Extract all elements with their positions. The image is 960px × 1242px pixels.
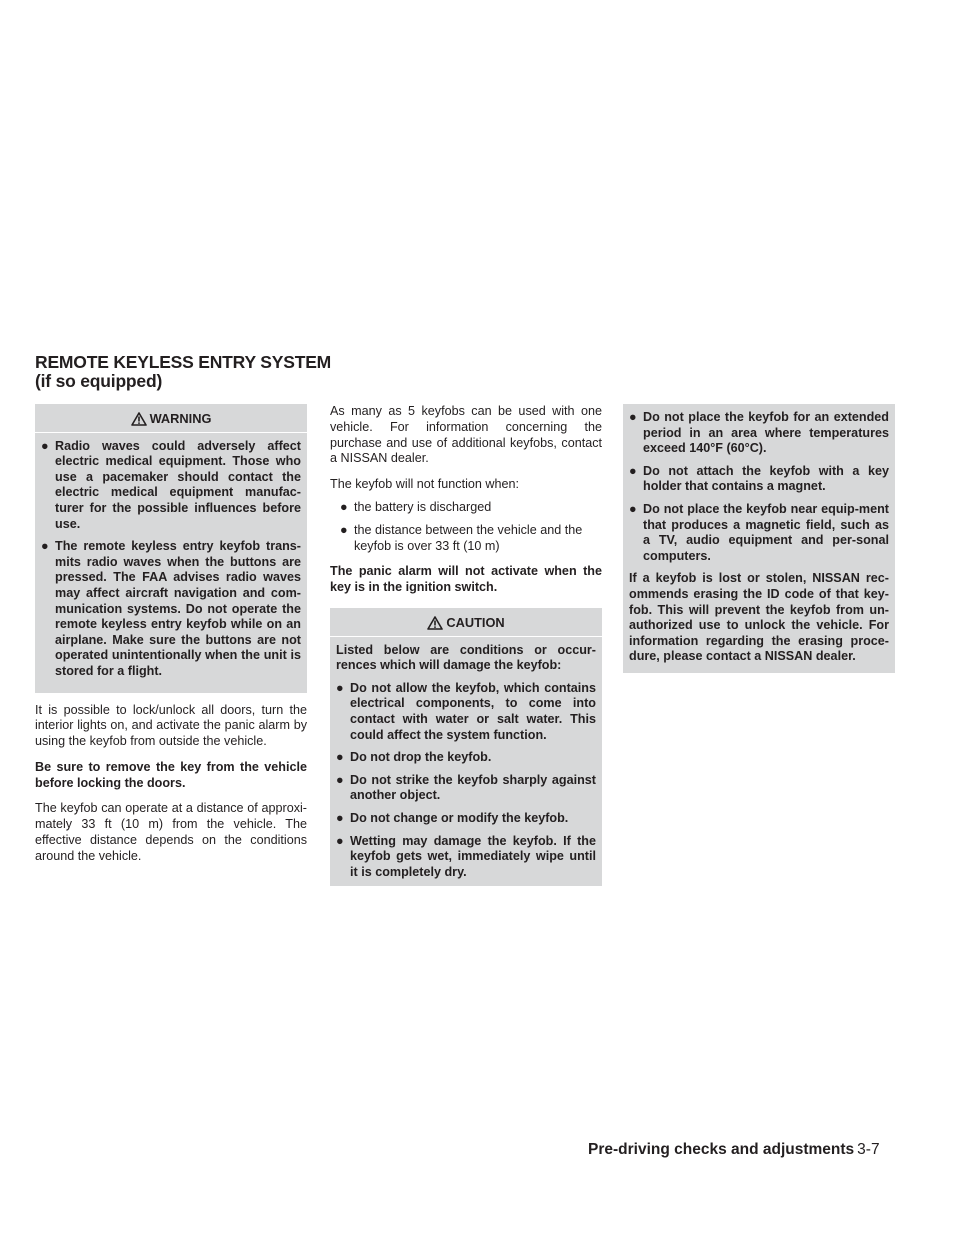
caution-heading-text: CAUTION	[446, 614, 505, 630]
warning-bullet-text: Radio waves could adversely affect electric medical equipment. Those who use a pacemaker should contact the electric medical equipment manufac-turer for the possible influences before use.	[55, 438, 301, 531]
caution-bullet-text: Do not change or modify the keyfob.	[350, 810, 569, 825]
list-item	[336, 811, 596, 827]
list-item	[41, 439, 301, 533]
list-item	[629, 410, 889, 457]
caution-bullet-text: Do not drop the keyfob.	[350, 750, 492, 765]
list-item	[336, 773, 596, 804]
bullet-icon: ●	[340, 499, 348, 514]
bullet-icon: ●	[336, 810, 344, 825]
bullet-icon: ●	[340, 522, 348, 537]
caution-bullet-text: Do not place the keyfob near equip-ment that produces a magnetic field, such as a TV, audio equipment and per-sonal computers.	[643, 501, 889, 563]
caution-bullet-text: Wetting may damage the keyfob. If the keyfob gets wet, immediately wipe until it is completely dry.	[350, 833, 596, 879]
bullet-icon: ●	[336, 680, 344, 695]
section-title-line1: REMOTE KEYLESS ENTRY SYSTEM	[35, 352, 332, 372]
caution-bullet-text: Do not allow the keyfob, which contains electrical components, to come into contact with water or salt water. This could affect the system function.	[350, 680, 596, 742]
paragraph: The keyfob will not function when:	[330, 477, 520, 492]
warning-bullet-text: The remote keyless entry keyfob trans-mits radio waves when the buttons are pressed. The FAA advises radio waves may affect aircraft navigation and com-munication systems. Do not operate the remote keyless entry keyfob while on an airplane. Make sure the buttons are not operated unintentionally when the unit is stored for a flight.	[55, 539, 301, 678]
list-item	[336, 834, 596, 881]
warning-triangle-icon	[131, 412, 147, 426]
paragraph: It is possible to lock/unlock all doors, turn the interior lights on, and activate the panic alarm by using the keyfob from outside the vehicle.	[35, 702, 307, 749]
caution-heading	[330, 614, 602, 637]
bullet-icon: ●	[336, 750, 344, 765]
bullet-icon: ●	[629, 410, 637, 424]
list-item	[629, 502, 889, 564]
paragraph-bold: Be sure to remove the key from the vehicle before locking the doors.	[35, 759, 307, 790]
warning-box	[35, 404, 307, 693]
section-title-line2: (if so equipped)	[35, 371, 163, 391]
list-item	[336, 681, 596, 743]
column-3	[623, 404, 895, 673]
paragraph: As many as 5 keyfobs can be used with one vehicle. For information concerning the purchase and use of additional keyfobs, contact a NISSAN dealer.	[330, 404, 602, 466]
list-item	[629, 464, 889, 495]
caution-closing: If a keyfob is lost or stolen, NISSAN rec-ommends erasing the ID code of that key-fob. This will prevent the keyfob from un-authorized use to unlock the vehicle. For information regarding the erasing proce-dure, please contact a NISSAN dealer.	[629, 571, 889, 664]
column-2	[330, 404, 602, 886]
caution-bullet-text: Do not strike the keyfob sharply against another object.	[350, 772, 596, 803]
paragraph: The keyfob can operate at a distance of approxi-mately 33 ft (10 m) from the vehicle. The effective distance depends on the conditions around the vehicle.	[35, 801, 307, 863]
bullet-icon: ●	[336, 833, 344, 848]
section-title	[35, 353, 415, 391]
list-item-text: the battery is discharged	[354, 499, 492, 514]
caution-bullet-text: Do not attach the keyfob with a key holder that contains a magnet.	[643, 463, 889, 494]
list-item-text: the distance between the vehicle and the keyfob is over 33 ft (10 m)	[354, 522, 583, 553]
bullet-icon: ●	[41, 438, 49, 453]
bullet-icon: ●	[629, 463, 637, 478]
list-item	[41, 539, 301, 679]
caution-box	[330, 608, 602, 886]
list-item	[330, 523, 602, 555]
column-1	[35, 404, 307, 865]
caution-box-continued	[623, 404, 895, 673]
warning-heading	[35, 410, 307, 433]
warning-heading-text: WARNING	[149, 411, 212, 426]
list-item	[336, 750, 596, 766]
paragraph-bold: The panic alarm will not activate when the key is in the ignition switch.	[330, 564, 602, 595]
list-item	[330, 500, 602, 516]
caution-bullet-text: Do not place the keyfob for an extended period in an area where temperatures exceed 140°F (60°C).	[643, 410, 889, 456]
bullet-icon: ●	[41, 539, 49, 554]
footer-section-name: Pre-driving checks and adjustments	[588, 1141, 855, 1158]
caution-intro: Listed below are conditions or occur-rences which will damage the keyfob:	[336, 642, 596, 673]
bullet-icon: ●	[629, 501, 637, 516]
page-footer	[588, 1141, 922, 1159]
warning-triangle-icon	[427, 616, 443, 630]
page-number: 3-7	[857, 1141, 880, 1158]
bullet-icon: ●	[336, 772, 344, 787]
